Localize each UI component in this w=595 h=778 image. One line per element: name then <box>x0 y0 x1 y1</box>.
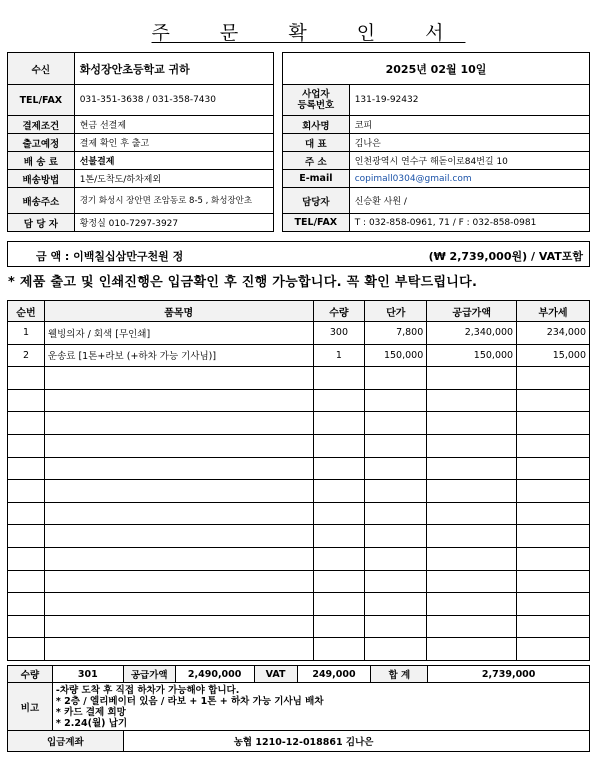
item-row <box>8 322 590 345</box>
item-row <box>8 457 590 480</box>
item-cell <box>313 570 365 593</box>
item-cell <box>427 480 517 503</box>
summary-total-value: 2,739,000 <box>428 666 590 683</box>
note-line: -차량 도착 후 직접 하차가 가능해야 합니다. <box>55 684 240 696</box>
item-cell <box>365 525 427 548</box>
supplier-label: 대 표 <box>283 134 350 152</box>
item-cell <box>44 593 313 616</box>
recipient-label: 배송방법 <box>8 170 75 188</box>
item-cell <box>427 367 517 390</box>
item-cell <box>8 570 45 593</box>
item-cell <box>365 615 427 638</box>
item-cell: 2 <box>8 344 45 367</box>
note-line: * 2.24(월) 납기 <box>55 717 128 729</box>
supplier-label: 담당자 <box>283 188 350 214</box>
supplier-value: 김나은 <box>349 134 589 152</box>
total-amount-box <box>7 241 590 267</box>
item-cell <box>8 412 45 435</box>
payment-notice: * 제품 출고 및 인쇄진행은 입금확인 후 진행 가능합니다. 꼭 확인 부탁드립니다. <box>8 275 478 290</box>
item-cell <box>313 480 365 503</box>
supplier-value: T : 032-858-0961, 71 / F : 032-858-0981 <box>349 214 589 232</box>
item-cell <box>44 525 313 548</box>
item-row <box>8 502 590 525</box>
summary-table <box>7 665 590 752</box>
recipient-value: 1톤/도착도/하차제외 <box>74 170 273 188</box>
recipient-value: 황정실 010-7297-3927 <box>74 214 273 232</box>
items-header: 공급가액 <box>427 301 517 322</box>
item-cell: 150,000 <box>427 344 517 367</box>
item-cell <box>313 638 365 661</box>
item-cell <box>365 389 427 412</box>
recipient-value: 결제 확인 후 출고 <box>74 134 273 152</box>
order-date: 2025년 02월 10일 <box>283 53 590 85</box>
item-cell <box>517 457 590 480</box>
item-cell <box>517 502 590 525</box>
item-cell <box>44 615 313 638</box>
recipient-label: 결제조건 <box>8 116 75 134</box>
summary-qty-label: 수량 <box>8 666 53 683</box>
item-row <box>8 389 590 412</box>
supplier-label: E-mail <box>283 170 350 188</box>
item-row <box>8 593 590 616</box>
item-cell <box>427 457 517 480</box>
note-label: 비고 <box>8 683 53 731</box>
recipient-info-table <box>7 52 274 232</box>
recipient-value: 031-351-3638 / 031-358-7430 <box>74 85 273 116</box>
item-cell: 7,800 <box>365 322 427 345</box>
item-cell <box>365 367 427 390</box>
item-cell <box>313 457 365 480</box>
supplier-email-link[interactable]: copimall0304@gmail.com <box>349 170 589 188</box>
item-row <box>8 434 590 457</box>
item-row <box>8 480 590 503</box>
item-cell <box>365 638 427 661</box>
supplier-info-table <box>282 52 590 232</box>
item-cell: 1 <box>8 322 45 345</box>
item-row <box>8 615 590 638</box>
item-cell <box>8 638 45 661</box>
amount-in-words: 금 액 : 이백칠십삼만구천원 정 <box>36 250 184 263</box>
item-cell <box>313 502 365 525</box>
item-cell <box>8 367 45 390</box>
item-row <box>8 547 590 570</box>
item-cell <box>8 593 45 616</box>
item-cell <box>427 525 517 548</box>
item-cell <box>517 367 590 390</box>
document-title: 주 문 확 인 서 <box>151 22 466 44</box>
item-cell <box>44 434 313 457</box>
item-row <box>8 344 590 367</box>
supplier-value: 코피 <box>349 116 589 134</box>
item-cell <box>427 593 517 616</box>
item-cell <box>8 547 45 570</box>
supplier-label: 주 소 <box>283 152 350 170</box>
item-cell <box>365 412 427 435</box>
item-cell <box>517 570 590 593</box>
item-cell <box>365 593 427 616</box>
item-cell <box>44 638 313 661</box>
items-header: 단가 <box>365 301 427 322</box>
item-cell <box>313 593 365 616</box>
item-cell <box>427 615 517 638</box>
supplier-value: 신승환 사원 / <box>349 188 589 214</box>
recipient-label: 배 송 료 <box>8 152 75 170</box>
item-cell <box>44 547 313 570</box>
item-cell: 운송료 [1톤+라보 (+하차 가능 기사님)] <box>44 344 313 367</box>
recipient-label: TEL/FAX <box>8 85 75 116</box>
supplier-label: 회사명 <box>283 116 350 134</box>
items-header: 부가세 <box>517 301 590 322</box>
item-cell <box>427 389 517 412</box>
item-cell <box>427 434 517 457</box>
note-content <box>52 683 589 731</box>
item-cell: 234,000 <box>517 322 590 345</box>
item-row <box>8 367 590 390</box>
item-cell <box>517 638 590 661</box>
item-cell <box>517 525 590 548</box>
item-row <box>8 638 590 661</box>
item-cell <box>313 547 365 570</box>
item-cell <box>313 412 365 435</box>
item-cell <box>427 570 517 593</box>
item-cell <box>365 480 427 503</box>
item-cell <box>517 412 590 435</box>
item-cell <box>8 457 45 480</box>
summary-vat-value: 249,000 <box>297 666 371 683</box>
items-header: 품목명 <box>44 301 313 322</box>
item-cell <box>44 570 313 593</box>
item-cell <box>8 502 45 525</box>
item-cell <box>517 547 590 570</box>
item-row <box>8 570 590 593</box>
item-cell <box>517 615 590 638</box>
items-table <box>7 300 590 661</box>
item-cell <box>517 593 590 616</box>
item-cell <box>365 502 427 525</box>
item-cell <box>313 367 365 390</box>
item-cell <box>427 412 517 435</box>
item-cell: 300 <box>313 322 365 345</box>
summary-supply-value: 2,490,000 <box>175 666 254 683</box>
item-cell: 2,340,000 <box>427 322 517 345</box>
item-cell <box>365 457 427 480</box>
item-cell: 1 <box>313 344 365 367</box>
item-cell <box>8 480 45 503</box>
item-cell <box>517 480 590 503</box>
recipient-label: 출고예정 <box>8 134 75 152</box>
recipient-label: 배송주소 <box>8 188 75 214</box>
note-line: * 2층 / 엘리베이터 있음 / 라보 + 1톤 + 하차 가능 기사님 배차 <box>55 695 324 707</box>
supplier-label: TEL/FAX <box>283 214 350 232</box>
item-cell <box>44 457 313 480</box>
recipient-value: 화성장안초등학교 귀하 <box>74 53 273 85</box>
item-cell <box>517 389 590 412</box>
item-row <box>8 412 590 435</box>
item-cell <box>44 367 313 390</box>
item-cell: 웰빙의자 / 회색 [무인쇄] <box>44 322 313 345</box>
summary-qty-value: 301 <box>52 666 123 683</box>
item-cell <box>8 615 45 638</box>
item-cell <box>8 434 45 457</box>
item-cell <box>365 547 427 570</box>
item-cell <box>427 502 517 525</box>
supplier-label: 사업자 등록번호 <box>283 85 350 116</box>
item-cell <box>313 389 365 412</box>
bank-account: 농협 1210-12-018861 김나은 <box>123 731 589 752</box>
item-cell <box>365 434 427 457</box>
item-cell <box>313 615 365 638</box>
item-cell <box>44 412 313 435</box>
items-header: 수량 <box>313 301 365 322</box>
item-cell <box>44 502 313 525</box>
item-row <box>8 525 590 548</box>
note-line: * 카드 결제 희망 <box>55 706 126 718</box>
recipient-value: 현금 선결제 <box>74 116 273 134</box>
item-cell <box>313 434 365 457</box>
bank-label: 입금계좌 <box>8 731 124 752</box>
item-cell <box>427 547 517 570</box>
item-cell <box>44 480 313 503</box>
summary-vat-label: VAT <box>254 666 297 683</box>
recipient-value: 경기 화성시 장안면 조암동로 8-5 , 화성장안초 <box>74 188 273 214</box>
supplier-value: 인천광역시 연수구 해돋이로84번길 10 <box>349 152 589 170</box>
item-cell <box>8 389 45 412</box>
items-header: 순번 <box>8 301 45 322</box>
item-cell <box>365 570 427 593</box>
item-cell <box>313 525 365 548</box>
summary-supply-label: 공급가액 <box>123 666 175 683</box>
item-cell <box>517 434 590 457</box>
item-cell: 150,000 <box>365 344 427 367</box>
item-cell <box>8 525 45 548</box>
supplier-value: 131-19-92432 <box>349 85 589 116</box>
summary-total-label: 합 계 <box>371 666 428 683</box>
amount-in-numbers: (₩ 2,739,000원) / VAT포함 <box>428 250 583 263</box>
item-cell <box>427 638 517 661</box>
item-cell <box>44 389 313 412</box>
recipient-label: 담 당 자 <box>8 214 75 232</box>
recipient-value: 선불결제 <box>74 152 273 170</box>
item-cell: 15,000 <box>517 344 590 367</box>
recipient-label: 수신 <box>8 53 75 85</box>
